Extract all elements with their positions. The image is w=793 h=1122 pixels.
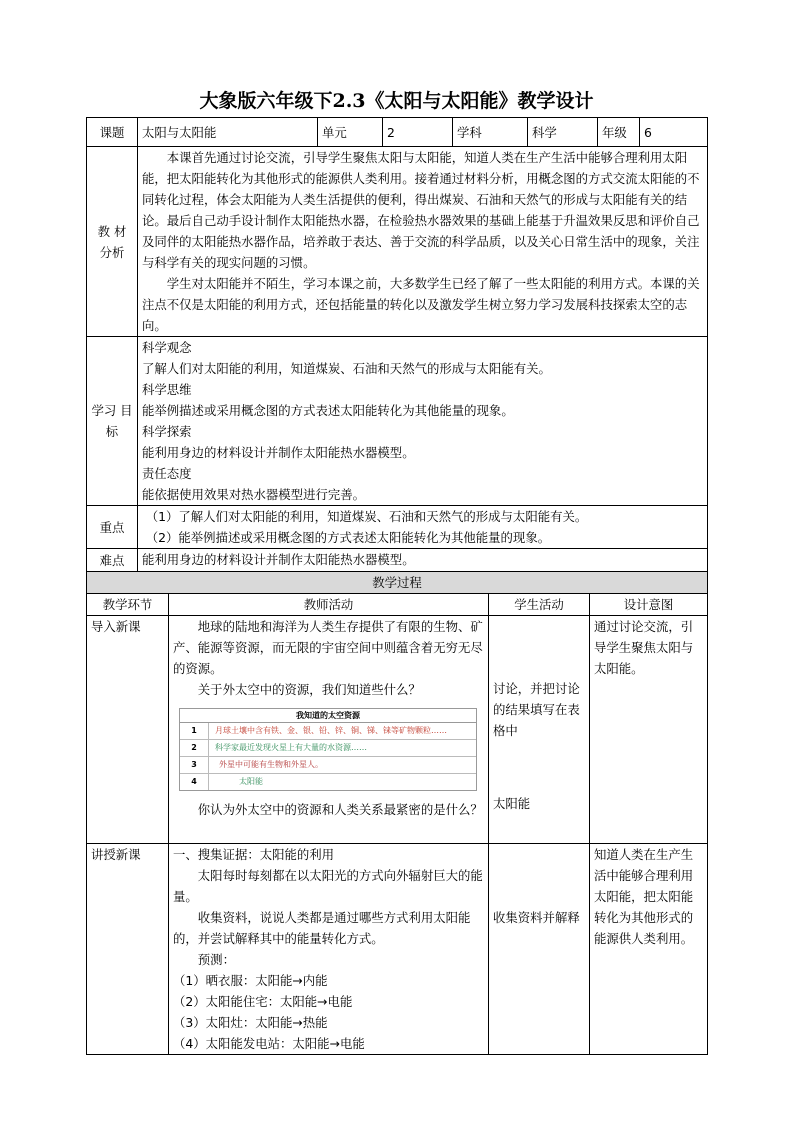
- intro-stage: 导入新课: [87, 616, 169, 844]
- intro-text-1: 地球的陆地和海洋为人类生存提供了有限的生物、矿产、能源等资源，而无限的宇宙空间中则蕴含着无穷无尽的资源。: [173, 619, 483, 676]
- unit-label: 单元: [318, 118, 383, 147]
- header-intent: 设计意图: [590, 594, 708, 616]
- analysis-paragraph-2: 学生对太阳能并不陌生，学习本课之前，大多数学生已经了解了一些太阳能的利用方式。本课的关注点不仅是太阳能的利用方式，还包括能量的转化以及激发学生树立努力学习发展科技探索太空的志向。: [142, 276, 700, 333]
- lecture-student: [489, 844, 590, 1055]
- difficult-label: 难点: [87, 549, 138, 573]
- goal-line: 能利用身边的材料设计并制作太阳能热水器模型。: [142, 445, 415, 460]
- subject-value: 科学: [528, 118, 598, 147]
- goal-line: 责任态度: [142, 466, 192, 481]
- row-number: 1: [180, 723, 209, 739]
- lecture-heading: 一、搜集证据：太阳能的利用: [173, 847, 335, 862]
- lecture-student-1: 收集资料并解释: [493, 910, 580, 925]
- goal-line: 科学思维: [142, 382, 192, 397]
- header-student: 学生活动: [489, 594, 590, 616]
- table-row: [180, 774, 476, 790]
- course-label: 课题: [87, 118, 138, 147]
- lecture-text-2: 收集资料，说说人类都是通过哪些方式利用太阳能的，并尝试解释其中的能量转化方式。: [173, 910, 471, 946]
- analysis-content: [138, 147, 708, 337]
- unit-value: 2: [383, 118, 453, 147]
- lecture-intent: 知道人类在生产生活中能够合理利用太阳能，把太阳能转化为其他形式的能源供人类利用。: [590, 844, 708, 1055]
- intro-student-2: 太阳能: [493, 796, 531, 811]
- table-row: [180, 740, 476, 757]
- page-title: 大象版六年级下2.3《太阳与太阳能》教学设计: [199, 90, 594, 112]
- intro-teacher: [169, 616, 489, 844]
- goal-line: 能依据使用效果对热水器模型进行完善。: [142, 487, 366, 502]
- table-row: [180, 723, 476, 740]
- goal-line: 了解人们对太阳能的利用，知道煤炭、石油和天然气的形成与太阳能有关。: [142, 361, 551, 376]
- row-text: 月球土壤中含有铁、金、银、铅、锌、铜、锑、铼等矿物颗粒……: [215, 726, 447, 735]
- key-line: （1）了解人们对太阳能的利用，知道煤炭、石油和天然气的形成与太阳能有关。: [145, 509, 588, 524]
- difficult-content: 能利用身边的材料设计并制作太阳能热水器模型。: [138, 549, 708, 573]
- row-number: 3: [180, 757, 209, 773]
- row-number: 4: [180, 774, 209, 790]
- goals-content: [138, 337, 708, 506]
- row-text: 科学家最近发现火星上有大量的水资源……: [215, 743, 367, 752]
- lecture-stage: 讲授新课: [87, 844, 169, 1055]
- analysis-paragraph-1: 本课首先通过讨论交流，引导学生聚焦太阳与太阳能，知道人类在生产生活中能够合理利用太阳能，把太阳能转化为其他形式的能源供人类利用。接着通过材料分析，用概念图的方式交流太阳能的不同转化过程，体会太阳能为人类生活提供的便利，得出煤炭、石油和天然气的形成与太阳能有关的结论。最后自己动手设计制作太阳能热水器，在检验热水器效果的基础上能基于升温效果反思和评价自己及同伴的太阳能热水器作品，培养敢于表达、善于交流的科学品质，以及关心日常生活中的现象，关注与科学有关的现实问题的习惯。: [142, 150, 700, 270]
- grade-value: 6: [640, 118, 708, 147]
- header-teacher: 教师活动: [169, 594, 489, 616]
- intro-text-3: 你认为外太空中的资源和人类关系最紧密的是什么？: [197, 802, 483, 817]
- key-label: 重点: [87, 506, 138, 549]
- goal-line: 能举例描述或采用概念图的方式表述太阳能转化为其他能量的现象。: [142, 403, 514, 418]
- lecture-teacher: [169, 844, 489, 1055]
- lecture-item: （2）太阳能住宅：太阳能→电能: [173, 994, 353, 1009]
- intro-student: [489, 616, 590, 844]
- intro-intent: 通过讨论交流，引导学生聚焦太阳与太阳能。: [590, 616, 708, 844]
- key-content: [138, 506, 708, 549]
- lecture-text-3: 预测：: [197, 952, 235, 967]
- process-title: 教学过程: [87, 572, 708, 594]
- goal-line: 科学探索: [142, 424, 192, 439]
- lecture-item: （4）太阳能发电站：太阳能→电能: [173, 1036, 365, 1051]
- lecture-item: （3）太阳灶：太阳能→热能: [173, 1015, 328, 1030]
- header-stage: 教学环节: [87, 594, 169, 616]
- space-resources-table: [179, 708, 477, 791]
- grade-label: 年级: [598, 118, 640, 147]
- process-table: [86, 571, 708, 1055]
- row-number: 2: [180, 740, 209, 756]
- lecture-item: （1）晒衣服：太阳能→内能: [173, 973, 328, 988]
- course-value: 太阳与太阳能: [138, 118, 318, 147]
- key-line: （2）能举例描述或采用概念图的方式表述太阳能转化为其他能量的现象。: [145, 530, 551, 545]
- goals-label: 学习 目标: [87, 337, 138, 506]
- row-text: 太阳能: [239, 777, 263, 786]
- goal-line: 科学观念: [142, 340, 192, 355]
- info-table: [86, 117, 708, 573]
- intro-student-1: 讨论，并把讨论的结果填写在表格中: [493, 681, 580, 738]
- analysis-label: 教 材 分析: [87, 147, 138, 337]
- intro-text-2: 关于外太空中的资源，我们知道些什么？: [197, 682, 421, 697]
- space-resources-title: 我知道的太空资源: [180, 709, 476, 723]
- subject-label: 学科: [453, 118, 528, 147]
- lecture-text-1: 太阳每时每刻都在以太阳光的方式向外辐射巨大的能量。: [173, 868, 483, 904]
- table-row: [180, 757, 476, 774]
- row-text: 外星中可能有生物和外星人。: [219, 760, 323, 769]
